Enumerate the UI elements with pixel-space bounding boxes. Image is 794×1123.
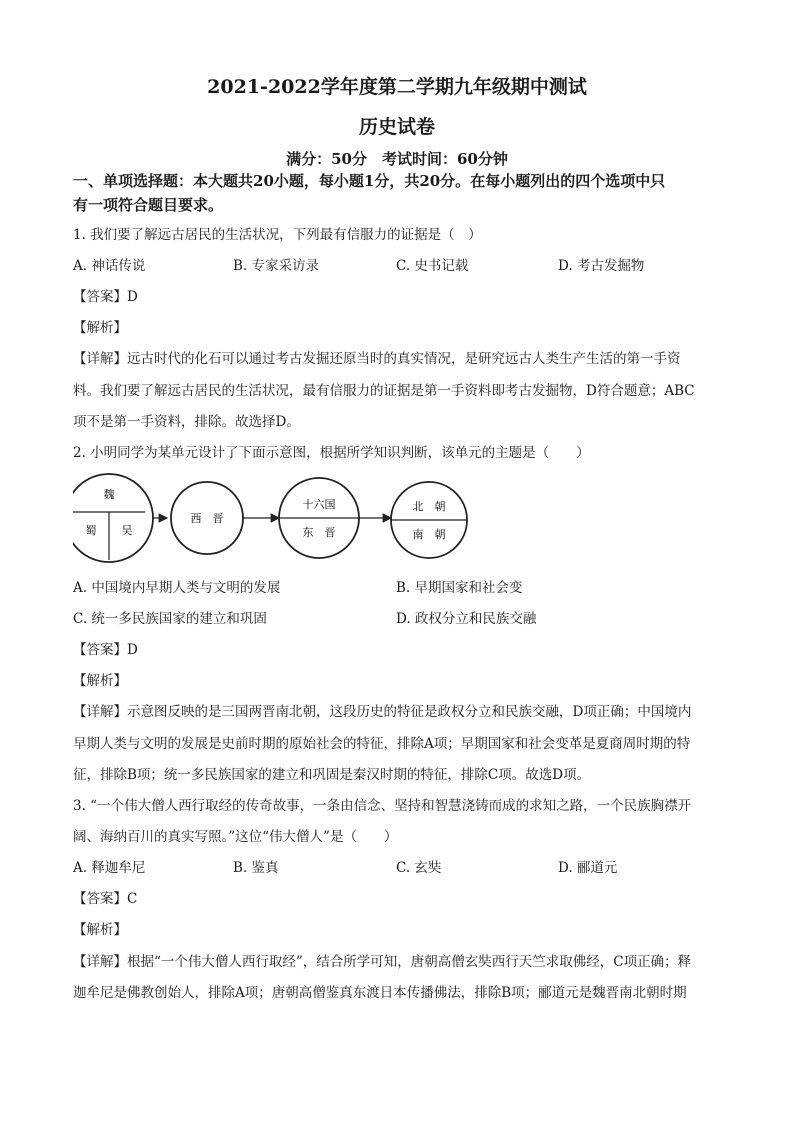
q3-option-c: C. 玄奘 [396, 860, 442, 876]
q2-detail-line1: 【详解】示意图反映的是三国两晋南北朝，这段历史的特征是政权分立和民族交融，D项正确；中国境内 [73, 704, 692, 720]
q3-stem-line1: 3. “一个伟大僧人西行取经的传奇故事，一条由信念、坚持和智慧浇铸而成的求知之路，一个民族胸襟开 [73, 798, 692, 814]
diagram-label-wei: 魏 [103, 488, 115, 501]
exam-subtitle: 历史试卷 [358, 116, 435, 138]
q3-option-d: D. 郦道元 [558, 860, 618, 876]
q3-option-a: A. 释迦牟尼 [73, 860, 146, 876]
q3-option-b: B. 鉴真 [233, 860, 279, 876]
q2-option-b: B. 早期国家和社会变 [396, 580, 523, 596]
q3-detail-line2: 迦牟尼是佛教创始人，排除A项；唐朝高僧鉴真东渡日本传播佛法，排除B项；郦道元是魏晋南北朝时期 [73, 985, 687, 1001]
section-heading-line2: 有一项符合题目要求。 [73, 196, 224, 214]
q1-detail-line2: 料。我们要了解远古居民的生活状况，最有信服力的证据是第一手资料即考古发掘物，D符合题意；ABC [73, 383, 695, 399]
section-heading-line1: 一、单项选择题：本大题共20小题，每小题1分，共20分。在每小题列出的四个选项中只 [73, 172, 666, 190]
diagram-label-eastern-jin: 东 晋 [302, 526, 336, 539]
q2-detail-line3: 征，排除B项；统一多民族国家的建立和巩固是秦汉时期的特征，排除C项。故选D项。 [73, 767, 591, 783]
diagram-label-sixteen-kingdoms: 十六国 [302, 498, 336, 511]
q2-period-diagram [73, 470, 473, 570]
q1-answer: 【答案】D [73, 289, 138, 305]
diagram-label-northern-dynasties: 北 朝 [412, 500, 446, 513]
q2-option-d: D. 政权分立和民族交融 [396, 611, 537, 627]
q2-stem: 2. 小明同学为某单元设计了下面示意图，根据所学知识判断，该单元的主题是（ ） [73, 445, 590, 461]
q3-detail-line1: 【详解】根据“一个伟大僧人西行取经”，结合所学可知，唐朝高僧玄奘西行天竺求取佛经，C项正确；释 [73, 954, 692, 970]
q3-answer: 【答案】C [73, 891, 138, 907]
q1-detail-line3: 项不是第一手资料，排除。故选择D。 [73, 414, 300, 430]
q2-detail-line2: 早期人类与文明的发展是史前时期的原始社会的特征，排除A项；早期国家和社会变革是夏商周时期的特 [73, 736, 691, 752]
q1-option-a: A. 神话传说 [73, 258, 146, 274]
q1-option-b: B. 专家采访录 [233, 258, 320, 274]
q2-option-a: A. 中国境内早期人类与文明的发展 [73, 580, 281, 596]
q3-analysis: 【解析】 [73, 922, 127, 938]
q2-option-c: C. 统一多民族国家的建立和巩固 [73, 611, 267, 627]
exam-meta: 满分：50分 考试时间：60分钟 [286, 150, 508, 168]
diagram-label-wu: 吴 [121, 524, 133, 537]
q1-stem: 1. 我们要了解远古居民的生活状况，下列最有信服力的证据是（ ） [73, 227, 482, 243]
diagram-label-southern-dynasties: 南 朝 [412, 528, 446, 541]
q2-answer: 【答案】D [73, 642, 138, 658]
q1-option-d: D. 考古发掘物 [558, 258, 645, 274]
q1-option-c: C. 史书记载 [396, 258, 469, 274]
q3-stem-line2: 阔、海纳百川的真实写照。”这位“伟大僧人”是（ ） [73, 829, 398, 845]
q2-analysis: 【解析】 [73, 673, 127, 689]
diagram-label-western-jin: 西 晋 [190, 512, 224, 525]
exam-title: 2021-2022学年度第二学期九年级期中测试 [207, 76, 587, 98]
diagram-label-shu: 蜀 [85, 524, 97, 537]
q1-detail-line1: 【详解】远古时代的化石可以通过考古发掘还原当时的真实情况，是研究远古人类生产生活的第一手资 [73, 351, 681, 367]
q1-analysis: 【解析】 [73, 320, 127, 336]
